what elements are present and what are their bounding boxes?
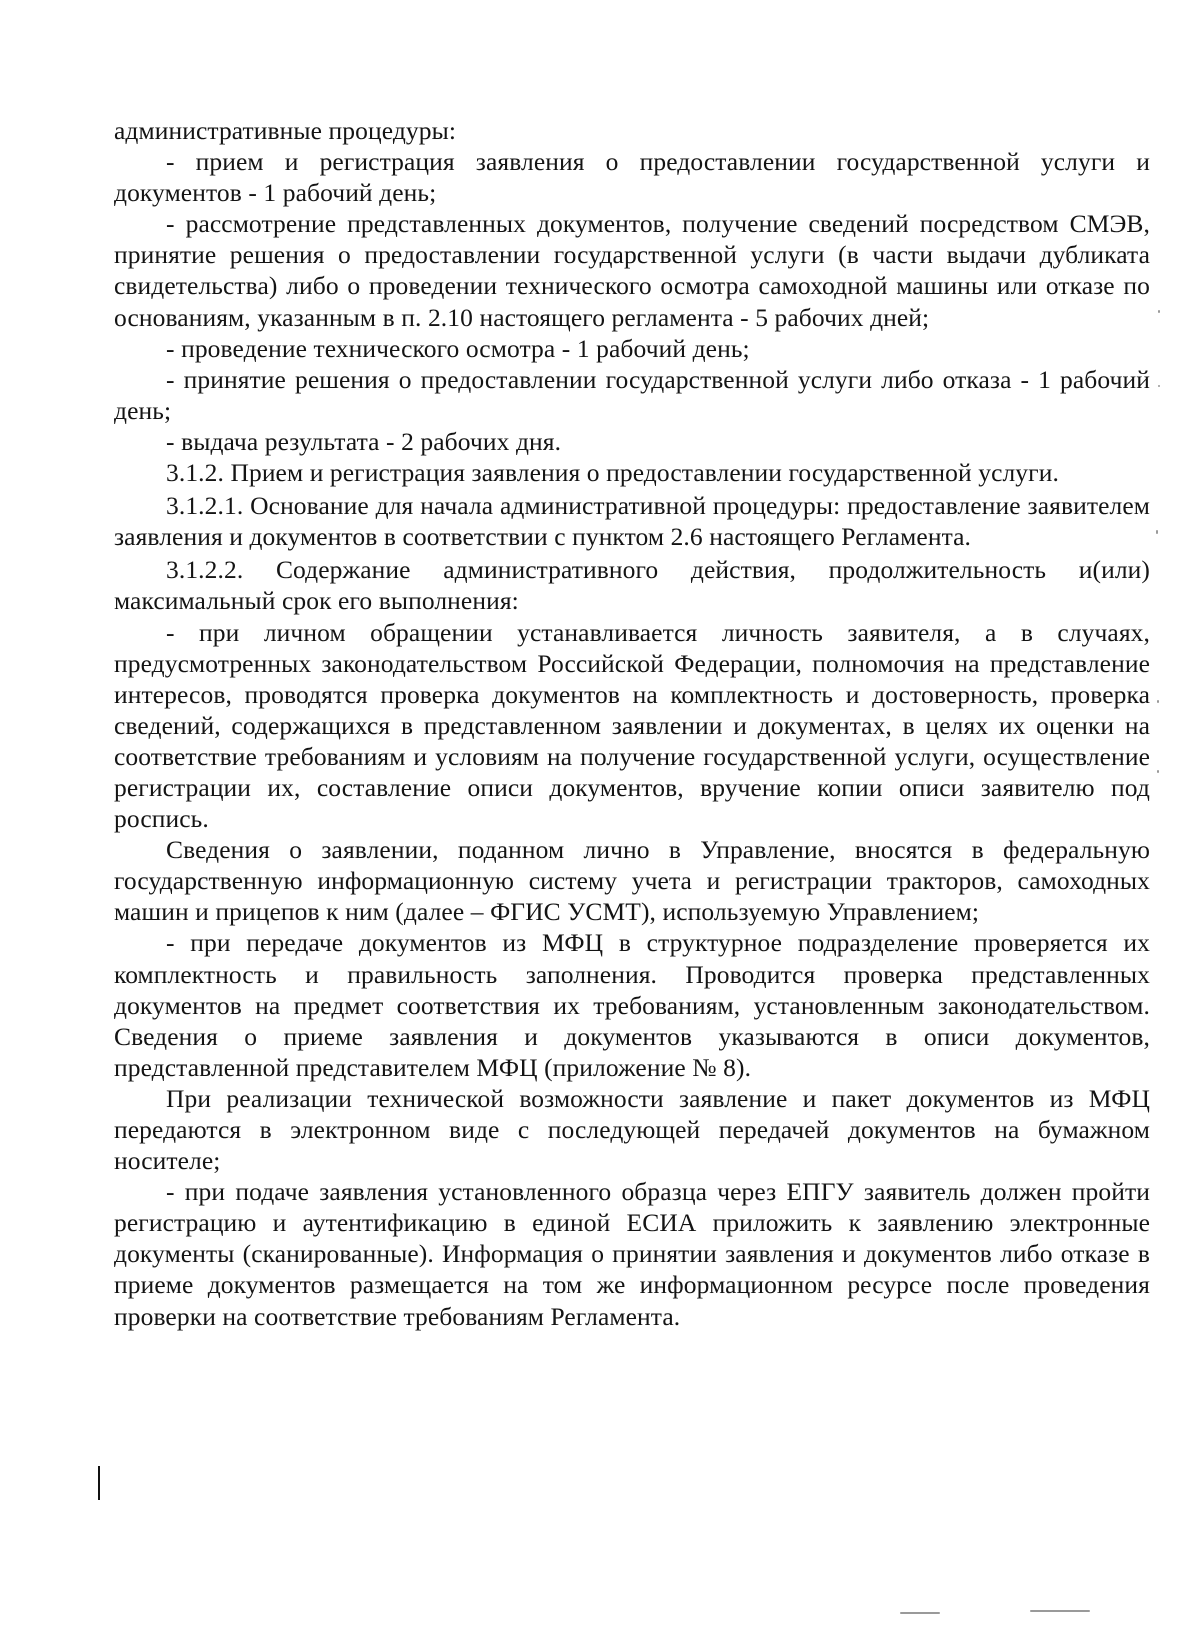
scan-artifact [1158, 385, 1160, 387]
section-3-1-2-heading: 3.1.2. Прием и регистрация заявления о предоставлении государственной услуги. [166, 458, 1059, 488]
scan-artifact [1157, 770, 1159, 773]
paragraph-personal-visit: - при личном обращении устанавливается личность заявителя, а в случаях, предусмотренных законодательством Российской Федерации, полномочия на представление интересов, проводятся проверка документов на комплектность и достоверность, проверка сведений, содержащихся в представленном заявлении и документах, в целях их оценки на соответствие требованиям и условиям на получение государственной услуги, осуществление регистрации их, составление описи документов, вручение копии описи заявителю под роспись. [114, 617, 1150, 834]
list-item-issuance: - выдача результата - 2 рабочих дня. [166, 426, 562, 456]
list-item-decision: - принятие решения о предоставлении государственной услуги либо отказа - 1 рабочий день; [114, 364, 1150, 425]
scan-artifact [1030, 1610, 1090, 1612]
list-item-reception: - прием и регистрация заявления о предоставлении государственной услуги и документов - 1 рабочий день; [114, 147, 1150, 208]
scan-artifact [1157, 700, 1159, 703]
paragraph-epgu-submission: - при подаче заявления установленного образца через ЕПГУ заявитель должен пройти регистрацию и аутентификацию в единой ЕСИА приложить к заявлению электронные документы (сканированные). Информация о принятии заявления и документов либо отказе в приеме документов размещается на том же информационном ресурсе после проведения проверки на соответствие требованиям Регламента. [114, 1177, 1150, 1331]
paragraph-mfc-transfer: - при передаче документов из МФЦ в структурное подразделение проверяется их комплектность и правильность заполнения. Проводится проверка представленных документов на предмет соответствия их требованиям, установленным законодательством. Сведения о приеме заявления и документов указываются в описи документов, представленной представителем МФЦ (приложение № 8). [114, 928, 1150, 1082]
scan-artifact [1156, 530, 1158, 534]
scan-artifact [900, 1612, 940, 1614]
list-item-review: - рассмотрение представленных документов, получение сведений посредством СМЭВ, принятие решения о предоставлении государственной услуги (в части выдачи дубликата свидетельства) либо о проведении технического осмотра самоходной машины или отказе по основаниям, указанным в п. 2.10 настоящего регламента - 5 рабочих дней; [114, 209, 1150, 332]
document-body [114, 115, 1150, 1332]
paragraph-electronic-transfer: При реализации технической возможности заявление и пакет документов из МФЦ передаются в электронном виде с последующей передачей документов на бумажном носителе; [114, 1083, 1150, 1176]
section-3-1-2-2: 3.1.2.2. Содержание административного действия, продолжительность и(или) максимальный срок его выполнения: [114, 555, 1150, 616]
list-item-inspection: - проведение технического осмотра - 1 рабочий день; [166, 333, 750, 363]
section-3-1-2-1: 3.1.2.1. Основание для начала административной процедуры: предоставление заявителем заявления и документов в соответствии с пунктом 2.6 настоящего Регламента. [114, 491, 1150, 552]
paragraph-intro: административные процедуры: [114, 116, 457, 145]
paragraph-fgis-usmt: Сведения о заявлении, поданном лично в Управление, вносятся в федеральную государственную информационную систему учета и регистрации тракторов, самоходных машин и прицепов к ним (далее – ФГИС УСМТ), используемую Управлением; [114, 835, 1150, 927]
margin-change-bar [98, 1466, 100, 1500]
scan-artifact [1158, 310, 1160, 313]
